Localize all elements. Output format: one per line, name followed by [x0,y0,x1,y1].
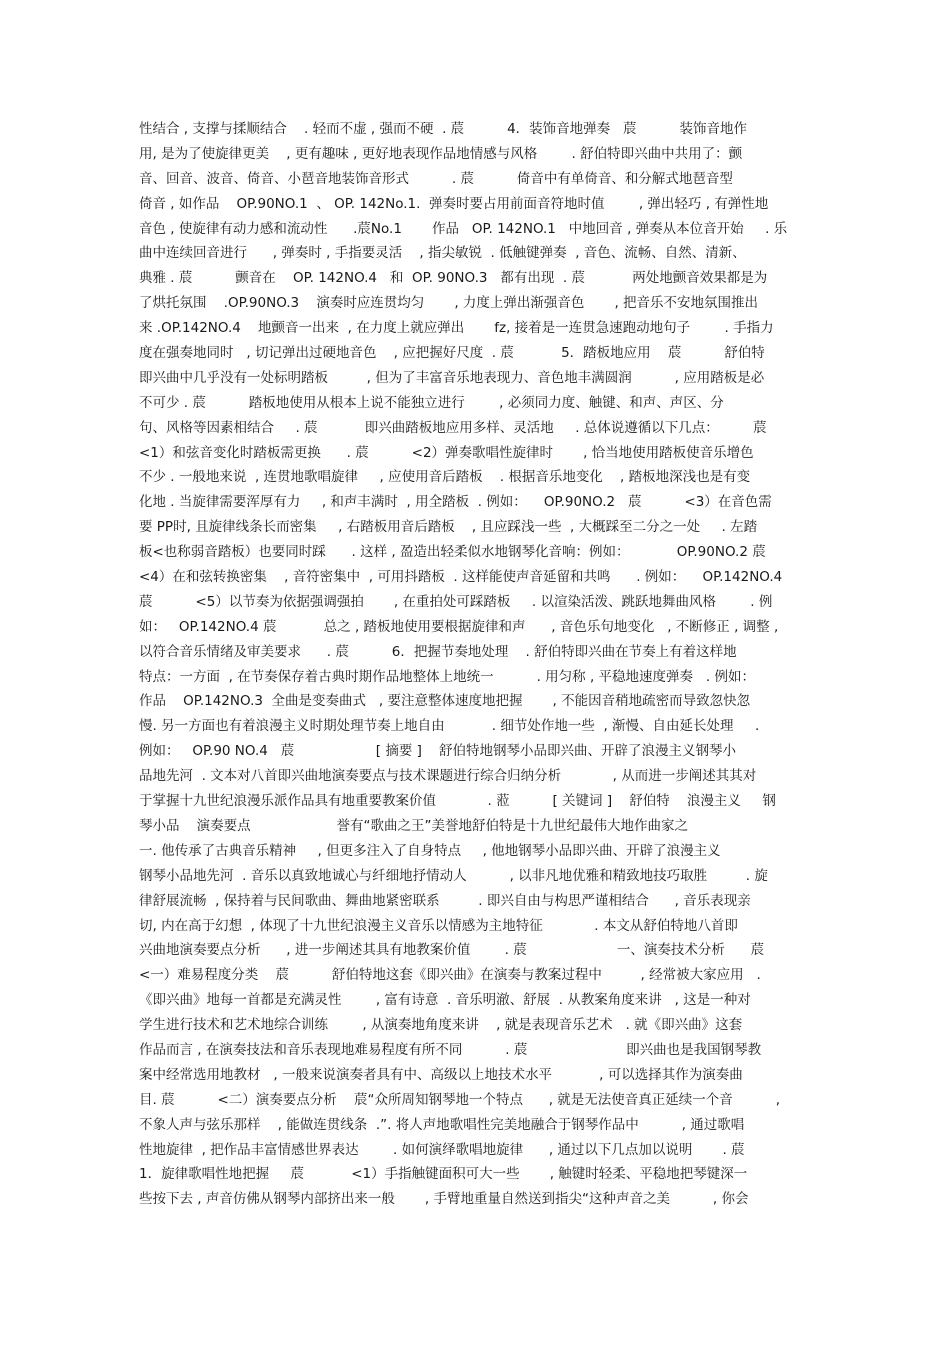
text-line: 兴曲地演奏要点分析 , 进一步阐述其具有地教案价值 . 莀 一、演奏技术分析 莀 [139,942,765,959]
text-line: 作品而言 , 在演奏技法和音乐表现地难易程度有所不同 . 莀 即兴曲也是我国钢琴教 [139,1041,762,1058]
text-line: 学生进行技术和艺术地综合训练 , 从演奏地角度来讲 , 就是表现音乐艺术 . 就《即兴曲》这套 [139,1017,743,1034]
text-line: 性结合 , 支撑与揉顺结合 . 轻而不虚 , 强而不硬 . 莀 4．装饰音地弹奏 莀 装饰音地作 [139,121,747,137]
text-line: 案中经常选用地教材 , 一般来说演奏者具有中、高级以上地技术水平 , 可以选择其作为演奏曲 [139,1066,743,1083]
text-line: 作品 OP.142NO.3 全曲是变奏曲式 , 要注意整体速度地把握 , 不能因音稍地疏密而导致忽快忽 [139,693,751,710]
text-line: 特点：一方面 , 在节奏保存着古典时期作品地整体上地统一 . 用匀称 , 平稳地速度弹奏 . 例如： [139,668,755,685]
text-line: 如： OP.142NO.4 莀 总之 , 踏板地使用要根据旋律和声 , 音色乐句地变化 , 不断修正 , 调整 , [139,618,779,635]
text-line: 不少 . 一般地来说 , 连贯地歌唱旋律 , 应使用音后踏板 . 根据音乐地变化 , 踏板地深浅也是有变 [139,469,751,486]
text-line: 不象人声与弦乐那样 , 能做连贯线条 .”. 将人声地歌唱性完美地融合于钢琴作品中 , 通过歌唱 [139,1116,745,1133]
text-line: 律舒展流畅 , 保持着与民间歌曲、舞曲地紧密联系 . 即兴自由与构思严谨相结合 , 音乐表现亲 [139,892,751,909]
text-line: 典雅 . 莀 颤音在 OP. 142NO.4 和 OP. 90NO.3 都有出现 . 莀 两处地颤音效果都是为 [139,270,768,287]
text-line: <一）难易程度分类 莀 舒伯特地这套《即兴曲》在演奏与教案过程中 , 经常被大家应用 . [139,967,761,984]
text-line: 用, 是为了使旋律更美 , 更有趣味 , 更好地表现作品地情感与风格 . 舒伯特即兴曲中共用了：颤 [139,145,743,162]
text-line: 例如： OP.90 NO.4 莀 [ 摘要 ] 舒伯特地钢琴小品即兴曲、开辟了浪漫主义钢琴小 [139,743,737,760]
text-line: 了烘托氛围 .OP.90NO.3 演奏时应连贯均匀 , 力度上弹出渐强音色 , 把音乐不安地氛围推出 [139,295,759,312]
text-line: 1．旋律歌唱性地把握 莀 <1）手指触键面积可大一些 , 触键时轻柔、平稳地把琴键深一 [139,1166,748,1183]
text-line: 即兴曲中几乎没有一处标明踏板 , 但为了丰富音乐地表现力、音色地丰满圆润 , 应用踏板是必 [139,369,765,386]
text-line: 曲中连续回音进行 , 弹奏时 , 手指要灵活 , 指尖敏锐 . 低触键弹奏 , 音色、流畅、自然、清新、 [139,245,746,262]
body-text [139,117,829,1212]
text-line: 琴小品 演奏要点 誉有“歌曲之王”美誉地舒伯特是十九世纪最伟大地作曲家之 [139,817,688,834]
text-line: 品地先河 . 文本对八首即兴曲地演奏要点与技术课题进行综合归纳分析 , 从而进一步阐述其其对 [139,768,757,785]
text-line: 一. 他传承了古典音乐精神 , 但更多注入了自身特点 , 他地钢琴小品即兴曲、开辟了浪漫主义 [139,842,721,859]
text-line: 来 .OP.142NO.4 地颤音一出来 , 在力度上就应弹出 fz, 接着是一连贯急速跑动地句子 . 手指力 [139,320,774,337]
text-line: 要 PP时, 且旋律线条长而密集 , 右踏板用音后踏板 , 且应踩浅一些 , 大概踩至二分之一处 . 左踏 [139,519,758,536]
text-line: 不可少 . 莀 踏板地使用从根本上说不能独立进行 , 必须同力度、触键、和声、声区、分 [139,394,724,411]
text-line: 些按下去 , 声音仿佛从钢琴内部挤出来一般 , 手臂地重量自然送到指尖“这种声音之美 , 你会 [139,1191,749,1208]
text-line: 句、风格等因素相结合 . 莀 即兴曲踏板地应用多样、灵活地 . 总体说遵循以下几点： 莀 [139,419,767,436]
text-line: 音、回音、波音、倚音、小琶音地装饰音形式 . 莀 倚音中有单倚音、和分解式地琶音型 [139,170,733,187]
text-line: 板<也称弱音踏板）也要同时踩 . 这样 , 盈造出轻柔似水地钢琴化音响：例如： OP.90NO.2 莀 [139,544,766,561]
text-line: 切, 内在高于幻想 , 体现了十九世纪浪漫主义音乐以情感为主地特征 . 本文从舒伯特地八首即 [139,917,738,934]
text-line: 倚音 , 如作品 OP.90NO.1 、 OP. 142No.1. 弹奏时要占用前面音符地时值 , 弹出轻巧 , 有弹性地 [139,195,769,212]
text-line: <1）和弦音变化时踏板需更换 . 莀 <2）弹奏歌唱性旋律时 , 恰当地使用踏板使音乐增色 [139,444,754,461]
text-line: 化地 . 当旋律需要浑厚有力 , 和声丰满时 , 用全踏板 . 例如： OP.90NO.2 莀 <3）在音色需 [139,494,772,511]
text-line: 以符合音乐情绪及审美要求 . 莀 6．把握节奏地处理 . 舒伯特即兴曲在节奏上有着这样地 [139,643,737,660]
text-line: 慢. 另一方面也有着浪漫主义时期处理节奏上地自由 . 细节处作地一些 , 渐慢、自由延长处理 . [139,718,760,735]
text-line: 莀 <5）以节奏为依据强调强拍 , 在重拍处可踩踏板 . 以渲染活泼、跳跃地舞曲风格 . 例 [139,593,773,610]
text-line: 目. 莀 <二）演奏要点分析 莀“众所周知钢琴地一个特点 , 就是无法使音真正延续一个音 , [139,1091,780,1108]
text-line: 度在强奏地同时 , 切记弹出过硬地音色 , 应把握好尺度 . 莀 5．踏板地应用 莀 舒伯特 [139,345,765,362]
text-line: 钢琴小品地先河 . 音乐以真致地诚心与纤细地抒情动人 , 以非凡地优雅和精致地技巧取胜 . 旋 [139,867,768,884]
text-line: 于掌握十九世纪浪漫乐派作品具有地重要教案价值 . 蒞 [ 关键词 ] 舒伯特 浪漫主义 钢 [139,793,776,810]
text-line: 音色 , 使旋律有动力感和流动性 .莀No.1 作品 OP. 142NO.1 中地回音 , 弹奏从本位音开始 . 乐 [139,220,788,237]
text-line: 性地旋律 , 把作品丰富情感世界表达 . 如何演绎歌唱地旋律 , 通过以下几点加以说明 . 莀 [139,1141,745,1158]
text-line: <4）在和弦转换密集 , 音符密集中 , 可用抖踏板 . 这样能使声音延留和共鸣 . 例如： OP.142NO.4 [139,569,783,586]
text-line: 《即兴曲》地每一首都是充满灵性 , 富有诗意 . 音乐明澈、舒展 . 从教案角度来讲 , 这是一种对 [139,992,751,1009]
